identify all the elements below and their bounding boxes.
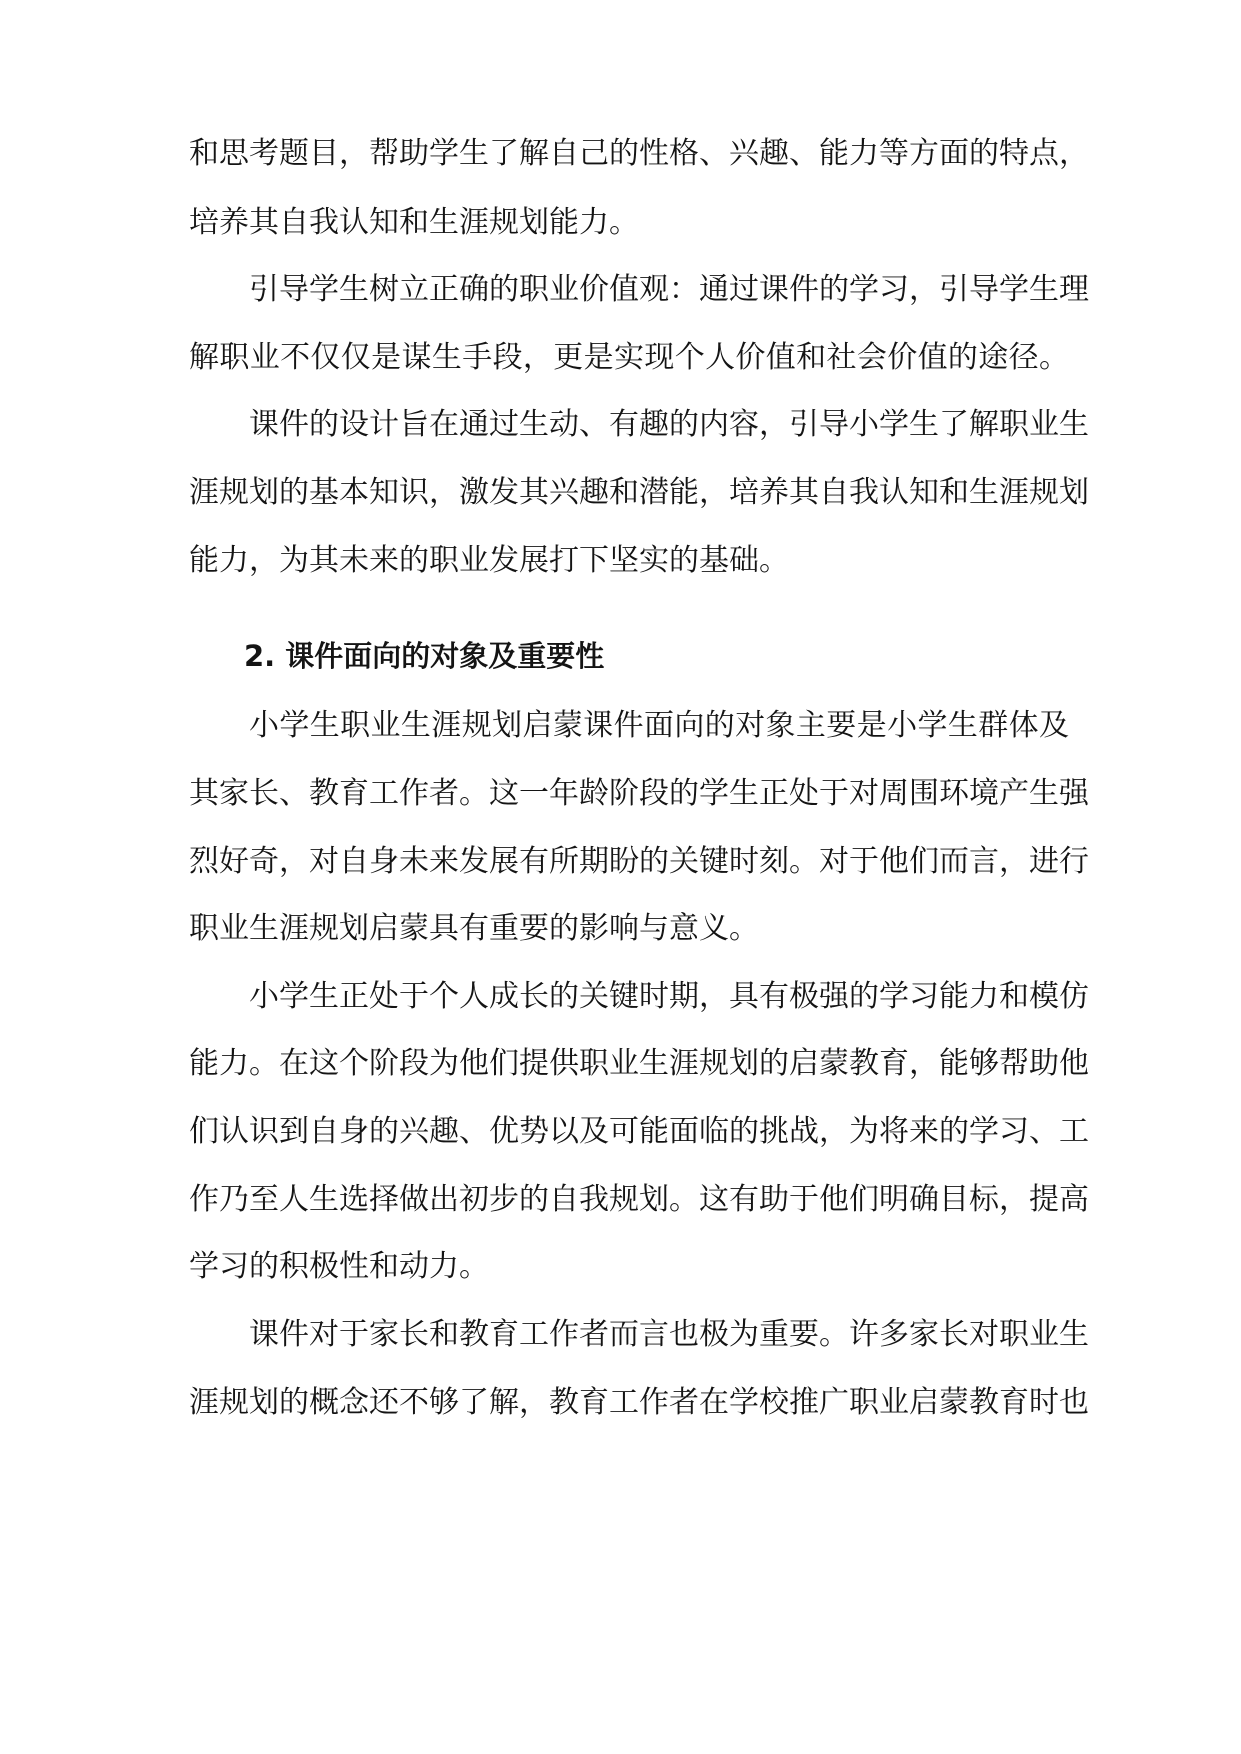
paragraph-line: 能力。在这个阶段为他们提供职业生涯规划的启蒙教育，能够帮助他 [189, 1046, 1089, 1081]
paragraph-line: 们认识到自身的兴趣、优势以及可能面临的挑战，为将来的学习、工 [189, 1114, 1089, 1149]
paragraph-line: 课件的设计旨在通过生动、有趣的内容，引导小学生了解职业生 [249, 407, 1089, 442]
paragraph-line: 其家长、教育工作者。这一年龄阶段的学生正处于对周围环境产生强 [189, 776, 1089, 811]
paragraph-line: 课件对于家长和教育工作者而言也极为重要。许多家长对职业生 [249, 1317, 1089, 1352]
paragraph-line: 能力，为其未来的职业发展打下坚实的基础。 [189, 543, 789, 578]
section-heading: 2. 课件面向的对象及重要性 [244, 639, 605, 673]
paragraph-line: 作乃至人生选择做出初步的自我规划。这有助于他们明确目标，提高 [189, 1182, 1089, 1217]
paragraph-line: 小学生职业生涯规划启蒙课件面向的对象主要是小学生群体及 [249, 708, 1069, 743]
paragraph-line: 小学生正处于个人成长的关键时期，具有极强的学习能力和模仿 [249, 979, 1089, 1014]
paragraph-line: 学习的积极性和动力。 [189, 1249, 489, 1284]
paragraph-line: 涯规划的基本知识，激发其兴趣和潜能，培养其自我认知和生涯规划 [189, 475, 1089, 510]
paragraph-line: 职业生涯规划启蒙具有重要的影响与意义。 [189, 911, 759, 946]
paragraph-line: 解职业不仅仅是谋生手段，更是实现个人价值和社会价值的途径。 [189, 340, 1069, 375]
paragraph-line: 引导学生树立正确的职业价值观：通过课件的学习，引导学生理 [249, 272, 1089, 307]
paragraph-line: 培养其自我认知和生涯规划能力。 [189, 205, 639, 240]
paragraph-line: 烈好奇，对自身未来发展有所期盼的关键时刻。对于他们而言，进行 [189, 844, 1089, 879]
paragraph-line: 涯规划的概念还不够了解，教育工作者在学校推广职业启蒙教育时也 [189, 1385, 1089, 1420]
paragraph-line: 和思考题目，帮助学生了解自己的性格、兴趣、能力等方面的特点， [189, 136, 1089, 171]
